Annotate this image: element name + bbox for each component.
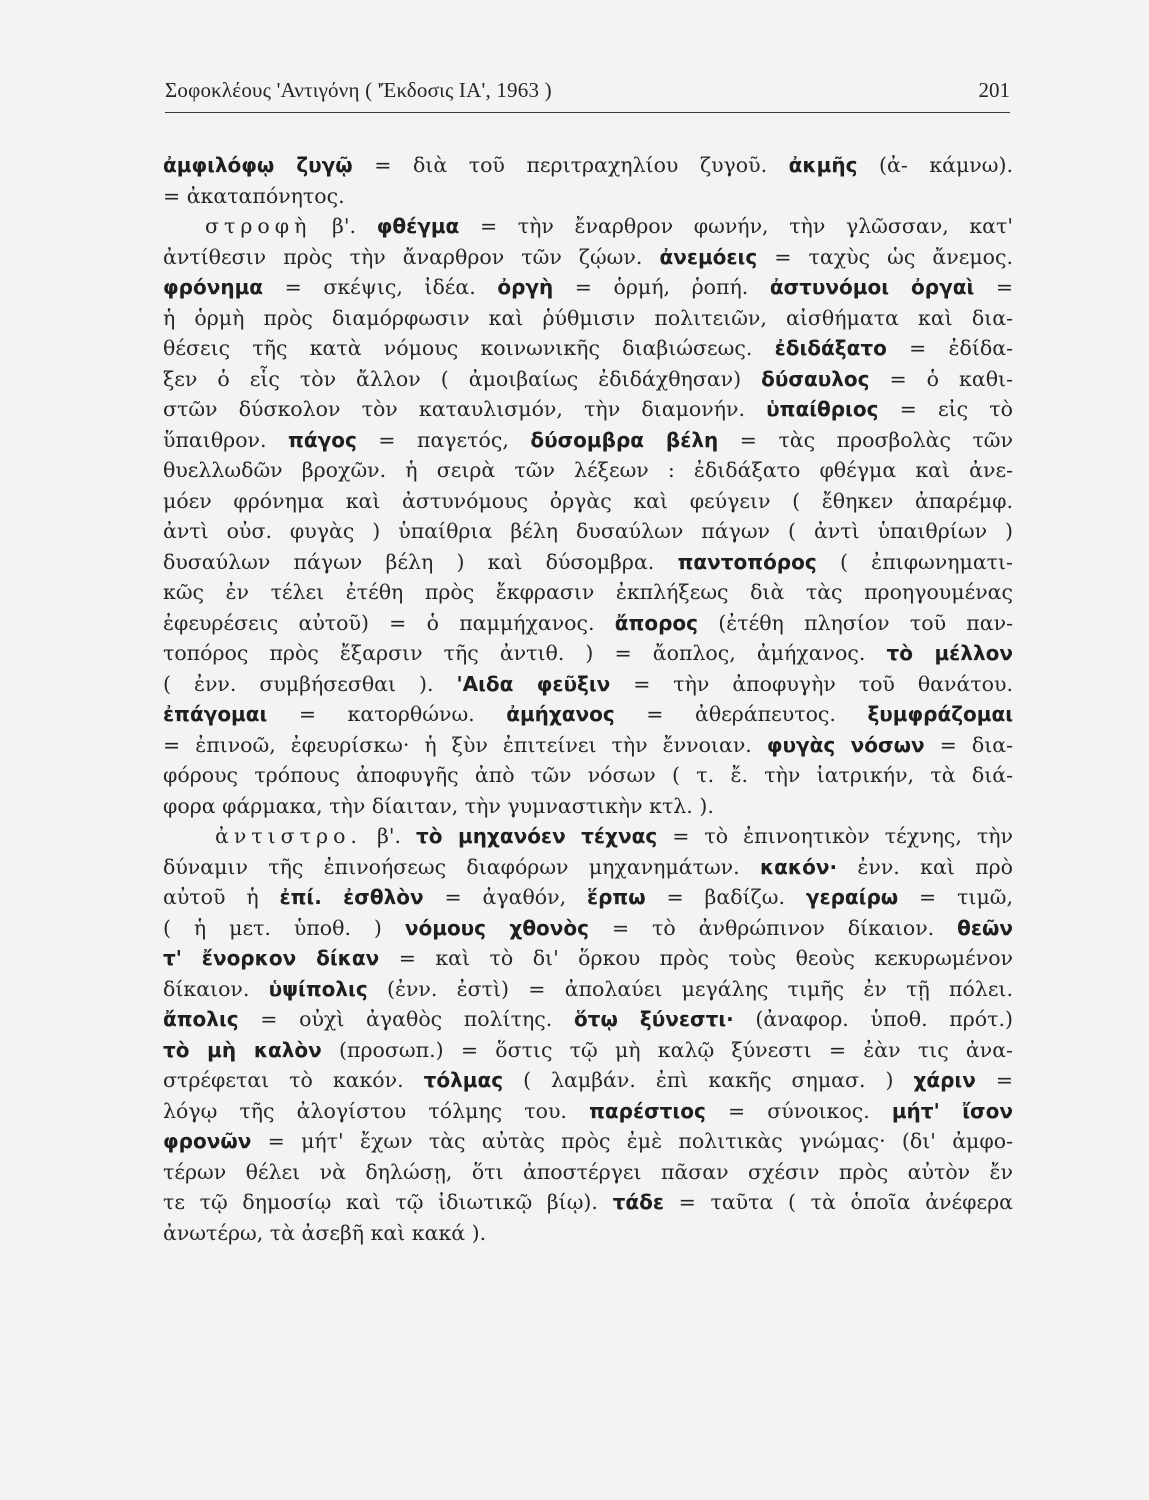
gloss-text: δίκαιον. (163, 976, 269, 1001)
gloss-text: φόρους τρόπους ἀποφυγῆς ἀπὸ τῶν νόσων ( τ. ἔ. τὴν ἰατρικήν, τὰ διά- (163, 763, 1013, 787)
lemma-term: ἐπί. ἐσθλὸν (279, 885, 424, 909)
gloss-text: = σκέψις, ἰδέα. (263, 275, 498, 299)
running-header (165, 78, 1010, 112)
section-label: στροφὴ (205, 214, 312, 238)
lemma-term: τόλμας (423, 1068, 504, 1092)
text-line (163, 303, 1013, 334)
gloss-text: = διὰ τοῦ περιτραχηλίου ζυγοῦ. (352, 153, 789, 177)
gloss-text: = (974, 275, 1013, 299)
text-line (163, 1065, 1013, 1096)
gloss-text: = τιμῶ, (898, 885, 1013, 909)
text-line (163, 730, 1013, 761)
text-line (163, 516, 1013, 547)
lemma-term: τὸ μηχανόεν τέχνας (416, 824, 658, 848)
lemma-term: φυγὰς νόσων (766, 732, 925, 757)
gloss-text: ἐνν. καὶ πρὸ (837, 854, 1013, 879)
gloss-text: κῶς ἐν τέλει ἐτέθη πρὸς ἔκφρασιν ἐκπλήξεως διὰ τὰς προηγουμένας (163, 580, 1013, 604)
lemma-term: κακόν· (759, 854, 838, 879)
gloss-text: (ἐνν. ἐστὶ) = ἀπολαύει μεγάλης τιμῆς ἐν τῇ πόλει. (367, 976, 1013, 1001)
lemma-term: φρόνημα (163, 275, 264, 299)
lemma-term: φθέγμα (376, 214, 460, 238)
lemma-term: τάδε (612, 1190, 664, 1214)
gloss-text: β'. (311, 214, 377, 238)
text-line (163, 1218, 1013, 1249)
lemma-term: ἄπολις (163, 1007, 239, 1031)
lemma-term: τὸ μέλλον (886, 641, 1013, 665)
lemma-term: χάριν (913, 1068, 976, 1092)
lemma-term: φρονῶν (163, 1129, 252, 1153)
gloss-text: ἀντὶ οὐσ. φυγὰς ) ὑπαίθρια βέλη δυσαύλων πάγων ( ἀντὶ ὑπαιθρίων ) (163, 519, 1013, 543)
gloss-text: (ἀ- κάμνω). (857, 153, 1013, 177)
gloss-text: = σύνοικος. (705, 1098, 892, 1123)
text-line (163, 913, 1013, 944)
gloss-text: ἐφευρέσεις αὐτοῦ) = ὁ παμμήχανος. (163, 610, 615, 635)
gloss-text: στῶν δύσκολον τὸν καταυλισμόν, τὴν διαμονήν. (163, 397, 767, 421)
lemma-term: νόμους χθονὸς (404, 915, 590, 940)
gloss-text: θέσεις τῆς κατὰ νόμους κοινωνικῆς διαβιώσεως. (163, 336, 775, 360)
gloss-text: στρέφεται τὸ κακόν. (163, 1068, 424, 1092)
text-line (163, 150, 1013, 181)
gloss-text: = ὁ καθι- (869, 366, 1013, 391)
text-line (163, 1187, 1013, 1218)
text-line (163, 577, 1013, 608)
text-line (163, 821, 1013, 852)
text-line (163, 181, 1013, 212)
text-line (163, 1004, 1013, 1035)
lemma-term: ἐδιδάξατο (774, 336, 887, 360)
lemma-term: ὀργὴ (497, 275, 554, 299)
header-title: Σοφοκλέους 'Αντιγόνη ( 'Έκδοσις ΙΑ', 1963 ) (165, 78, 552, 102)
lemma-term: 'Αιδα φεῦξιν (456, 671, 611, 696)
gloss-text: (προσωπ.) = ὅστις τῷ μὴ καλῷ ξύνεστι = ἐὰν τις ἀνα- (321, 1037, 1013, 1062)
lemma-term: παντοπόρος (677, 549, 817, 574)
text-line (163, 669, 1013, 700)
gloss-text: = ἐπινοῶ, ἐφευρίσκω· ἡ ξὺν ἐπιτείνει τὴν ἔννοιαν. (163, 732, 767, 757)
gloss-text: = ἐδίδα- (886, 336, 1013, 360)
text-line (163, 394, 1013, 425)
gloss-text: (ἐτέθη πλησίον τοῦ παν- (697, 610, 1013, 635)
text-line (163, 760, 1013, 791)
gloss-text: φορα φάρμακα, τὴν δίαιταν, τὴν γυμναστικὴν κτλ. ). (163, 793, 714, 818)
gloss-text: = βαδίζω. (645, 885, 806, 909)
gloss-text: = ταχὺς ὡς ἄνεμος. (757, 244, 1013, 269)
gloss-text: ἡ ὁρμὴ πρὸς διαμόρφωσιν καὶ ῥύθμισιν πολιτειῶν, αἰσθήματα καὶ δια- (163, 305, 1013, 330)
lemma-term: μήτ' ἴσον (891, 1098, 1013, 1123)
lemma-term: πάγος (288, 427, 357, 452)
gloss-text: = τὸ ἐπινοητικὸν τέχνης, τὴν (657, 824, 1013, 848)
gloss-text: (ἀναφορ. ὑποθ. πρότ.) (733, 1007, 1013, 1031)
lemma-term: θεῶν (957, 915, 1013, 940)
text-line (163, 699, 1013, 730)
lemma-term: ἀστυνόμοι ὀργαὶ (769, 275, 975, 299)
text-line (163, 272, 1013, 303)
gloss-text: ἀντίθεσιν πρὸς τὴν ἄναρθρον τῶν ζῴων. (163, 244, 660, 269)
gloss-text: = ταῦτα ( τὰ ὁποῖα ἀνέφερα (664, 1190, 1013, 1214)
text-line (163, 1157, 1013, 1188)
text-line (163, 333, 1013, 364)
text-line (163, 1096, 1013, 1127)
lemma-term: γεραίρω (805, 885, 899, 909)
gloss-text: τε τῷ δημοσίῳ καὶ τῷ ἰδιωτικῷ βίῳ). (163, 1190, 613, 1214)
gloss-text: ( ἐπιφωνηματι- (816, 549, 1013, 574)
text-line (163, 1035, 1013, 1066)
gloss-text: τοπόρος πρὸς ἔξαρσιν τῆς ἀντιθ. ) = ἄοπλος, ἀμήχανος. (163, 641, 887, 665)
gloss-text: = τὰς προσβολὰς τῶν (718, 427, 1013, 452)
gloss-text: = οὐχὶ ἀγαθὸς πολίτης. (238, 1007, 574, 1031)
text-line (163, 852, 1013, 883)
gloss-text: β'. (361, 824, 416, 848)
gloss-text: = ἀθεράπευτος. (614, 702, 868, 726)
gloss-text: = τὴν ἔναρθρον φωνήν, τὴν γλῶσσαν, κατ' (459, 214, 1013, 238)
lemma-term: ξυμφράζομαι (867, 702, 1013, 726)
gloss-text: = τὴν ἀποφυγὴν τοῦ θανάτου. (610, 671, 1013, 696)
gloss-text: λόγῳ τῆς ἀλογίστου τόλμης του. (163, 1098, 590, 1123)
gloss-text: ( λαμβάν. ἐπὶ κακῆς σημασ. ) (503, 1068, 914, 1092)
text-line (163, 455, 1013, 486)
header-rule (165, 112, 1010, 113)
lemma-term: ὑπαίθριος (766, 397, 879, 421)
gloss-text: = ὁρμή, ῥοπή. (553, 275, 770, 299)
gloss-text: δυσαύλων πάγων βέλη ) καὶ δύσομβρα. (163, 549, 678, 574)
lemma-term: τὸ μὴ καλὸν (163, 1037, 322, 1062)
gloss-text: τέρων θέλει νὰ δηλώσῃ, ὅτι ἀποστέργει πᾶσαν σχέσιν πρὸς αὐτὸν ἔν (163, 1159, 1013, 1184)
gloss-text: ξεν ὁ εἷς τὸν ἄλλον ( ἀμοιβαίως ἐδιδάχθησαν) (163, 366, 762, 391)
gloss-text: θυελλωδῶν βροχῶν. ἡ σειρὰ τῶν λέξεων : ἐδιδάξατο φθέγμα καὶ ἀνε- (163, 458, 1013, 482)
gloss-text: ( ἡ μετ. ὑποθ. ) (163, 915, 405, 940)
lemma-term: ἀμφιλόφῳ ζυγῷ (163, 153, 353, 177)
gloss-text: = καὶ τὸ δι' ὅρκου πρὸς τοὺς θεοὺς κεκυρωμένον (379, 946, 1013, 970)
gloss-text: δύναμιν τῆς ἐπινοήσεως διαφόρων μηχανημάτων. (163, 854, 760, 879)
gloss-text: = μήτ' ἔχων τὰς αὐτὰς πρὸς ἐμὲ πολιτικὰς γνώμας· (δι' ἀμφο- (251, 1129, 1013, 1153)
lemma-term: ἕρπω (586, 885, 646, 909)
lemma-term: παρέστιος (589, 1098, 706, 1123)
lemma-term: ἀμήχανος (506, 702, 615, 726)
gloss-text: αὐτοῦ ἡ (163, 885, 280, 909)
gloss-text: = εἰς τὸ (878, 397, 1013, 421)
gloss-text: = ἀγαθόν, (423, 885, 587, 909)
text-line (163, 974, 1013, 1005)
page-number: 201 (978, 78, 1010, 102)
lemma-term: ὑψίπολις (268, 976, 368, 1001)
text-line (163, 242, 1013, 273)
text-line (163, 608, 1013, 639)
text-line (163, 882, 1013, 913)
text-line (163, 211, 1013, 242)
lemma-term: ὅτῳ ξύνεστι· (573, 1007, 734, 1031)
gloss-text: = δια- (924, 732, 1013, 757)
text-line (163, 364, 1013, 395)
commentary-text (163, 150, 1013, 1248)
text-line (163, 547, 1013, 578)
gloss-text: μόεν φρόνημα καὶ ἀστυνόμους ὀργὰς καὶ φεύγειν ( ἔθηκεν ἀπαρέμφ. (163, 488, 1013, 513)
lemma-term: ἐπάγομαι (163, 702, 268, 726)
text-line (163, 943, 1013, 974)
text-line (163, 486, 1013, 517)
gloss-text: = ἀκαταπόνητος. (163, 183, 345, 208)
lemma-term: τ' ἔνορκον δίκαν (163, 946, 380, 970)
lemma-term: ἀκμῆς (788, 153, 858, 177)
text-line (163, 791, 1013, 822)
gloss-text: = τὸ ἀνθρώπινον δίκαιον. (589, 915, 958, 940)
gloss-text: = (975, 1068, 1013, 1092)
gloss-text: ( ἐνν. συμβήσεσθαι ). (163, 671, 457, 696)
lemma-term: ἀνεμόεις (659, 244, 758, 269)
lemma-term: δύσομβρα βέλη (530, 427, 719, 452)
gloss-text: = παγετός, (356, 427, 531, 452)
gloss-text: = κατορθώνω. (267, 702, 507, 726)
lemma-term: δύσαυλος (761, 366, 870, 391)
gloss-text: ἀνωτέρω, τὰ ἀσεβῆ καὶ κακά ). (163, 1220, 487, 1245)
text-line (163, 1126, 1013, 1157)
text-line (163, 638, 1013, 669)
lemma-term: ἄπορος (614, 610, 698, 635)
section-label: ἀντιστρο. (215, 824, 362, 848)
text-line (163, 425, 1013, 456)
gloss-text: ὕπαιθρον. (163, 427, 289, 452)
